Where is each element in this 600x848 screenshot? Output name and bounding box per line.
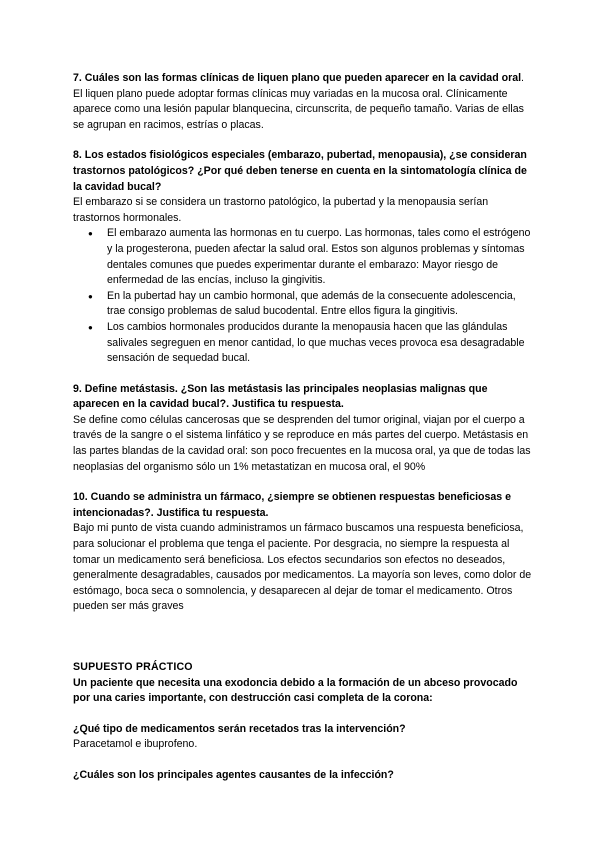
question-8	[73, 148, 533, 366]
supuesto-intro: Un paciente que necesita una exodoncia debido a la formación de un abceso provocado por una caries importante, con destrucción casi completa de la corona:	[73, 676, 518, 705]
question-7	[73, 71, 533, 133]
question-8-bullet-list	[73, 226, 533, 366]
supuesto-question-1: ¿Qué tipo de medicamentos serán recetados tras la intervención?	[73, 722, 406, 735]
supuesto-answer-1: Paracetamol e ibuprofeno.	[73, 738, 198, 751]
document-body	[73, 71, 533, 784]
gap	[73, 753, 533, 768]
supuesto-practico	[73, 660, 533, 784]
question-10	[73, 490, 533, 615]
question-10-answer: Bajo mi punto de vista cuando administramos un fármaco buscamos una respuesta beneficiosa, para solucionar el problema que tenga el paciente. Por desgracia, no siempre la respuesta al tomar un medicamento será beneficiosa. Los efectos secundarios son efectos no deseados, generalmente desagradables, causados por medicamentos. La mayoría son leves, como dolor de estómago, boca seca o somnolencia, y desaparecen al dejar de tomar el medicamento. Otros pueden ser más graves	[73, 522, 532, 613]
question-7-answer: El liquen plano puede adoptar formas clínicas muy variadas en la mucosa oral. Clínicamente aparece como una lesión papular blanquecina, circunscrita, de pequeño tamaño. Varias de ellas se agrupan en racimos, estrías o placas.	[73, 87, 524, 131]
question-8-answer: El embarazo si se considera un trastorno patológico, la pubertad y la menopausia serían trastornos hormonales.	[73, 196, 489, 224]
section-spacer	[73, 630, 533, 660]
supuesto-heading: SUPUESTO PRÁCTICO	[73, 661, 193, 673]
gap	[73, 707, 533, 722]
question-9	[73, 382, 533, 476]
question-7-title-tail: .	[521, 72, 524, 84]
list-item: ● Los cambios hormonales producidos durante la menopausia hacen que las glándulas salivales segreguen en menor cantidad, lo que muchas veces provoca esa desagradable sensación de sequedad bucal.	[73, 320, 533, 367]
question-8-title: 8. Los estados fisiológicos especiales (embarazo, pubertad, menopausia), ¿se consideran trastornos patológicos? ¿Por qué deben tenerse en cuenta en la sintomatología clínica de la cavidad bucal?	[73, 149, 527, 193]
question-7-title-main: 7. Cuáles son las formas clínicas de liquen plano que pueden aparecer en la cavidad oral	[73, 72, 522, 84]
question-10-title: 10. Cuando se administra un fármaco, ¿siempre se obtienen respuestas beneficiosas e intencionadas?. Justifica tu respuesta.	[73, 491, 512, 519]
list-item: ● En la pubertad hay un cambio hormonal, que además de la consecuente adolescencia, trae consigo problemas de salud bucodental. Entre ellos figura la gingitivis.	[73, 289, 533, 320]
question-9-title: 9. Define metástasis. ¿Son las metástasis las principales neoplasias malignas que aparecen en la cavidad bucal?. Justifica tu respuesta.	[73, 382, 488, 411]
question-7-title	[73, 71, 533, 87]
list-item: ● El embarazo aumenta las hormonas en tu cuerpo. Las hormonas, tales como el estrógeno y la progesterona, pueden afectar la salud oral. Estos son algunos problemas y síntomas dentales comunes que puedes experimentar durante el embarazo: Mayor riesgo de enfermedad de las encías, incluso la gingivitis.	[73, 226, 533, 288]
question-9-answer: Se define como células cancerosas que se desprenden del tumor original, viajan por el cuerpo a través de la sangre o el sistema linfático y se reproduce en más partes del cuerpo. Metástasis en las partes blandas de la cavidad oral: son poco frecuentes en la mucosa oral, ya que de todas las neoplasias del organismo sólo un 1% metastatizan en mucosa oral, el 90%	[73, 413, 531, 473]
supuesto-question-2: ¿Cuáles son los principales agentes causantes de la infección?	[73, 768, 394, 781]
